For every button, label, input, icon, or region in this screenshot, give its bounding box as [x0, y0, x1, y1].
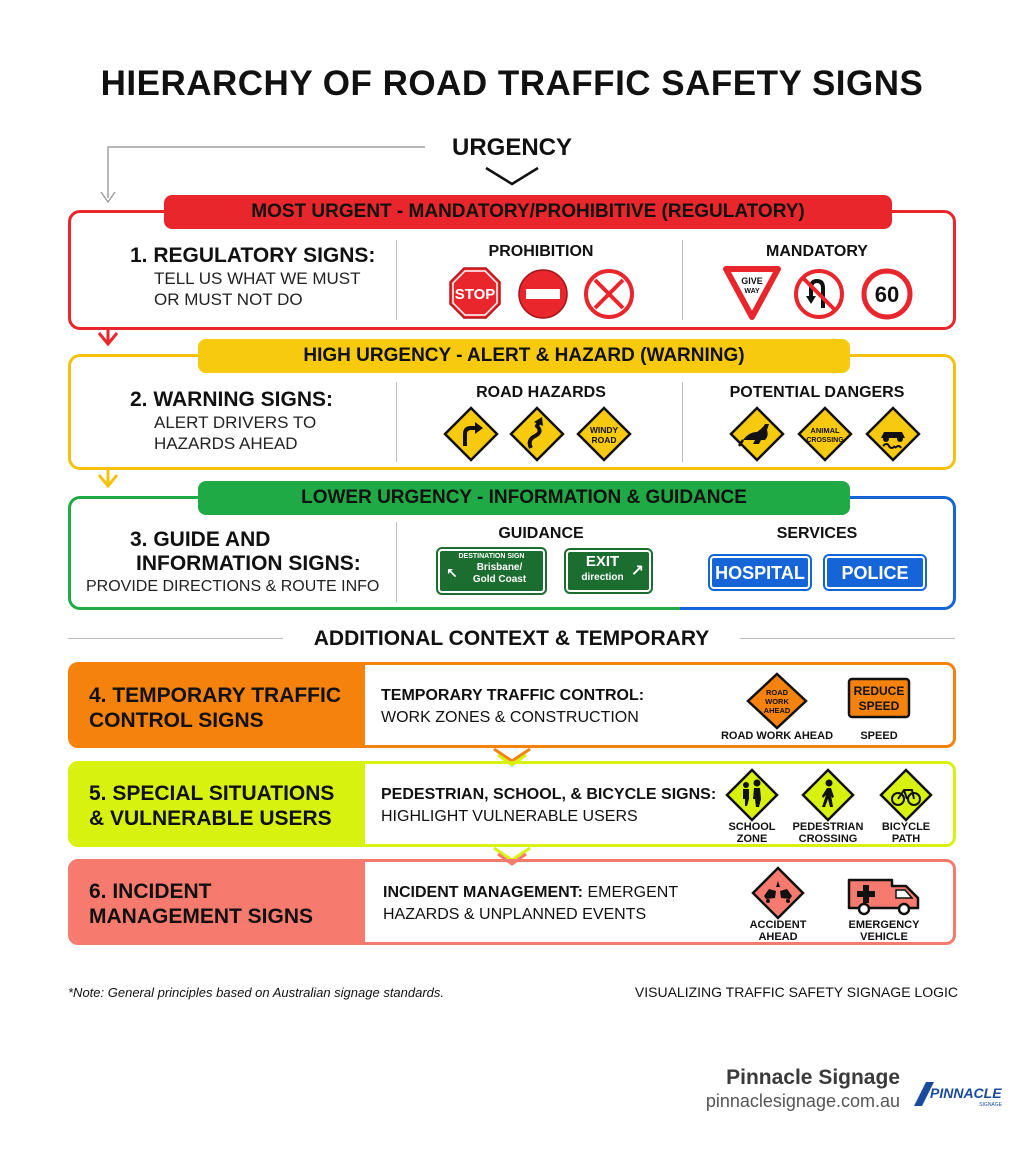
road-work-text: ROAD: [765, 688, 789, 697]
caption-line: VEHICLE: [860, 931, 908, 943]
reduce-speed-text: SPEED: [858, 699, 900, 713]
windy-road-icon: [576, 406, 632, 462]
caption-line: PATH: [891, 833, 921, 845]
tier-subtext-line: ALERT DRIVERS TO: [154, 413, 317, 432]
destination-sign-line: Gold Coast: [472, 574, 527, 585]
destination-sign-header: DESTINATION SIGN: [458, 553, 525, 560]
section-heading-guidance: GUIDANCE: [498, 525, 584, 542]
no-stopping-icon: [583, 268, 635, 320]
caption-line: EMERGENCY: [848, 919, 920, 931]
sign-caption: [738, 919, 818, 943]
row-heading-line: MANAGEMENT SIGNS: [89, 905, 314, 928]
give-way-text: WAY: [744, 288, 760, 295]
brand-url[interactable]: pinnaclesignage.com.au: [705, 1091, 900, 1111]
tier-banner-warning: HIGH URGENCY - ALERT & HAZARD (WARNING): [198, 339, 850, 373]
kangaroo-crossing-icon: [729, 406, 785, 462]
divider: [396, 522, 397, 602]
caption-line: ACCIDENT: [749, 919, 807, 931]
tier-text-warning: [130, 388, 400, 454]
caption-line: SCHOOL: [728, 821, 776, 833]
arrow-up-left-icon: ↖: [446, 565, 458, 581]
animal-crossing-text: ANIMAL: [810, 426, 840, 435]
caption-line: PEDESTRIAN: [792, 821, 864, 833]
section-heading-road-hazards: ROAD HAZARDS: [476, 384, 606, 401]
windy-road-text: ROAD: [591, 435, 617, 445]
tier-heading: 2. WARNING SIGNS:: [130, 388, 334, 411]
section-heading-services: SERVICES: [776, 525, 858, 542]
road-work-text: WORK: [765, 697, 789, 706]
row-desc-bold: INCIDENT MANAGEMENT:: [383, 884, 583, 901]
animal-crossing-icon: [797, 406, 853, 462]
brand-logo: [912, 1080, 1016, 1113]
row-heading-line: 6. INCIDENT: [89, 880, 212, 903]
caption-line: CROSSING: [798, 833, 858, 845]
section-heading-potential-dangers: POTENTIAL DANGERS: [729, 384, 905, 401]
logo-sub: SIGNAGE: [979, 1102, 1002, 1108]
no-u-turn-icon: [793, 268, 845, 320]
tier-subtext-line: HAZARDS AHEAD: [154, 434, 298, 453]
row-heading-line: CONTROL SIGNS: [89, 709, 264, 732]
tier-banner-regulatory: MOST URGENT - MANDATORY/PROHIBITIVE (REGULATORY): [164, 195, 892, 229]
row-temporary-header: [71, 665, 365, 745]
tier-subtext-line: TELL US WHAT WE MUST: [154, 269, 361, 288]
logo-word: PINNACLE: [930, 1085, 1002, 1101]
row-desc-inline: EMERGENT: [583, 884, 679, 901]
sign-caption: ROAD WORK AHEAD: [720, 730, 834, 742]
sign-caption: [712, 821, 792, 845]
reduce-speed-icon: [847, 677, 911, 719]
destination-sign: [438, 549, 545, 593]
give-way-text: GIVE: [741, 276, 763, 286]
divider: [396, 382, 397, 462]
sign-caption: [866, 821, 946, 845]
divider: [682, 382, 683, 462]
stop-sign-icon: [448, 266, 502, 320]
pedestrian-crossing-icon: [801, 768, 855, 822]
slippery-road-icon: [865, 406, 921, 462]
bicycle-icon: [879, 768, 933, 822]
hospital-sign: HOSPITAL: [710, 556, 810, 589]
arrow-up-right-icon: ↗: [630, 563, 644, 580]
row-incident-management: [68, 859, 956, 945]
row-special-situations: [68, 761, 956, 847]
reduce-speed-text: REDUCE: [853, 684, 905, 698]
row-incident-header: [71, 862, 365, 942]
caption-line: ZONE: [736, 833, 768, 845]
tier-heading-line: 3. GUIDE AND: [130, 528, 271, 551]
tier-heading: 1. REGULATORY SIGNS:: [130, 244, 376, 267]
section-heading-mandatory: MANDATORY: [766, 243, 868, 260]
road-work-text: AHEAD: [763, 706, 791, 715]
caption-line: AHEAD: [758, 931, 798, 943]
logo-mark-icon: [912, 1080, 1016, 1108]
section-heading-prohibition: PROHIBITION: [488, 243, 594, 260]
animal-crossing-text: CROSSING: [806, 437, 844, 444]
row-desc-first-line: [383, 882, 678, 904]
exit-sign-label: EXIT: [585, 553, 620, 570]
row-heading-line: 4. TEMPORARY TRAFFIC: [89, 684, 342, 707]
row-heading-line: & VULNERABLE USERS: [89, 807, 332, 830]
row-desc: WORK ZONES & CONSTRUCTION: [381, 709, 639, 726]
urgency-label: URGENCY: [451, 134, 572, 161]
additional-heading: ADDITIONAL CONTEXT & TEMPORARY: [313, 627, 710, 650]
divider: [68, 638, 283, 639]
ambulance-icon: [846, 874, 922, 916]
stop-sign-text: STOP: [454, 286, 496, 303]
accident-ahead-icon: [751, 866, 805, 920]
winding-road-icon: [509, 406, 565, 462]
exit-sign-sub: direction: [581, 572, 624, 583]
sign-caption: [783, 821, 873, 845]
road-work-ahead-icon: [745, 671, 809, 731]
page-title: HIERARCHY OF ROAD TRAFFIC SAFETY SIGNS: [100, 64, 924, 103]
divider: [740, 638, 955, 639]
brand-name: Pinnacle Signage: [726, 1066, 900, 1089]
tier-subtext-line: OR MUST NOT DO: [154, 290, 303, 309]
footnote: *Note: General principles based on Australian signage standards.: [68, 985, 445, 1000]
row-desc-bold: TEMPORARY TRAFFIC CONTROL:: [381, 687, 645, 704]
exit-sign: [566, 550, 651, 592]
curve-right-icon: [443, 406, 499, 462]
caption-line: BICYCLE: [881, 821, 931, 833]
tier-banner-guide: LOWER URGENCY - INFORMATION & GUIDANCE: [198, 481, 850, 515]
divider: [682, 240, 683, 320]
police-sign: POLICE: [825, 556, 925, 589]
windy-road-text: WINDY: [589, 425, 619, 435]
sign-caption: [836, 919, 932, 943]
row-temporary-control: [68, 662, 956, 748]
no-entry-icon: [517, 268, 569, 320]
tier-heading-line: INFORMATION SIGNS:: [136, 552, 361, 575]
tier-subtext-line: PROVIDE DIRECTIONS & ROUTE INFO: [86, 578, 380, 595]
destination-sign-line: Brisbane/: [476, 562, 523, 573]
tagline: VISUALIZING TRAFFIC SAFETY SIGNAGE LOGIC: [634, 984, 958, 1000]
row-heading-line: 5. SPECIAL SITUATIONS: [89, 782, 335, 805]
row-desc-bold: PEDESTRIAN, SCHOOL, & BICYCLE SIGNS:: [381, 786, 717, 803]
divider: [396, 240, 397, 320]
speed-limit-icon: [861, 268, 913, 320]
speed-limit-text: 60: [874, 282, 900, 307]
row-special-header: [71, 764, 365, 844]
tier-text-guide: [86, 528, 396, 597]
tier-text-regulatory: [130, 244, 400, 310]
give-way-icon: [723, 266, 781, 320]
row-desc: HAZARDS & UNPLANNED EVENTS: [383, 906, 647, 923]
row-desc: HIGHLIGHT VULNERABLE USERS: [381, 808, 638, 825]
school-zone-icon: [725, 768, 779, 822]
sign-caption: SPEED: [860, 730, 898, 742]
